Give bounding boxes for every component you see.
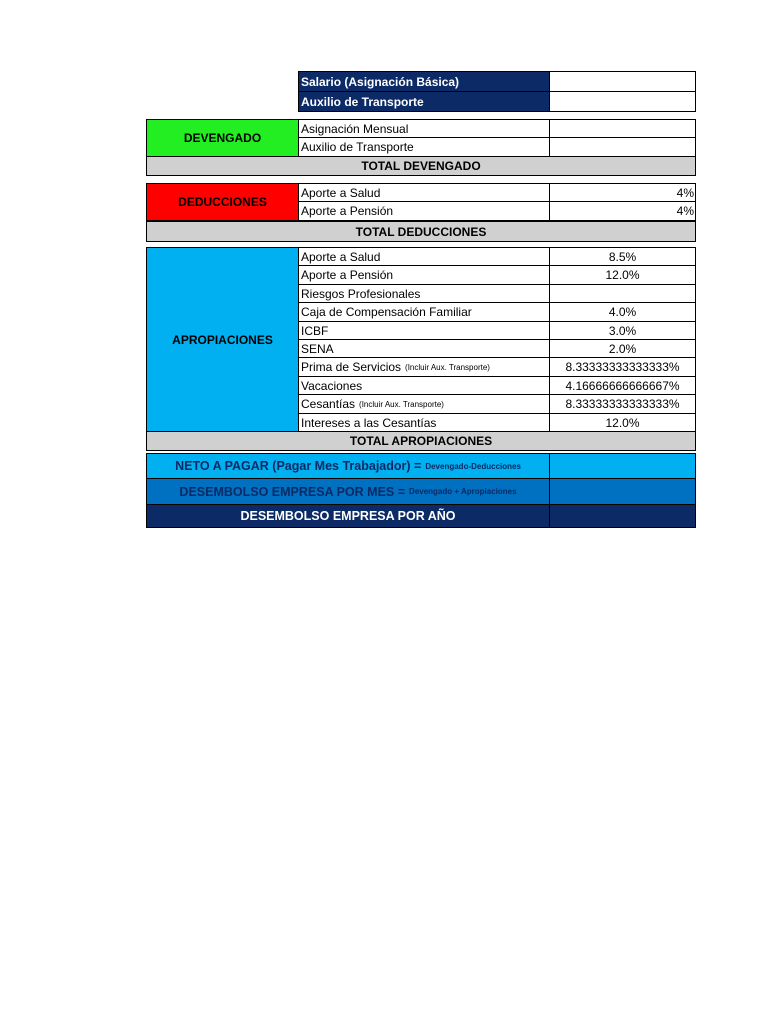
deduccion-pension-value: 4% — [676, 204, 694, 218]
asignacion-mensual-label: Asignación Mensual — [301, 121, 409, 136]
apropiacion-row-label — [298, 339, 550, 358]
deducciones-section-title — [146, 183, 299, 221]
desembolso-mes-value-cell[interactable] — [549, 478, 696, 505]
apropiaciones-title-text: APROPIACIONES — [172, 332, 273, 347]
deducciones-row-label — [298, 201, 550, 221]
apropiacion-row-label — [298, 357, 550, 377]
apropiacion-row-value[interactable] — [549, 394, 696, 414]
deducciones-row-value[interactable] — [549, 201, 696, 221]
apropiacion-row-label — [298, 284, 550, 303]
salario-label-text: Salario (Asignación Básica) — [301, 74, 460, 89]
apropiacion-label-text: ICBF — [301, 323, 329, 338]
apropiacion-row-value[interactable] — [549, 247, 696, 266]
total-deducciones-row — [146, 221, 696, 242]
desembolso-mes-note: Devengado + Apropiaciones — [409, 487, 517, 496]
deducciones-title-text: DEDUCCIONES — [178, 195, 267, 209]
deduccion-salud-label: Aporte a Salud — [301, 185, 381, 200]
apropiacion-label-text: Caja de Compensación Familiar — [301, 305, 472, 319]
neto-a-pagar-label — [146, 453, 550, 479]
deduccion-pension-label: Aporte a Pensión — [301, 204, 394, 218]
apropiacion-label-text: Cesantías — [301, 397, 356, 411]
apropiacion-label-text: SENA — [301, 341, 334, 356]
apropiaciones-section-title — [146, 247, 299, 432]
apropiacion-row-label — [298, 265, 550, 285]
auxilio-value-cell[interactable] — [549, 91, 696, 112]
apropiacion-value-text: 8.33333333333333% — [565, 360, 680, 374]
apropiacion-label-text: Aporte a Salud — [301, 249, 381, 264]
apropiacion-row-label — [298, 302, 550, 322]
apropiacion-row-value[interactable] — [549, 376, 696, 395]
apropiacion-row-label — [298, 321, 550, 340]
apropiacion-value-text: 8.5% — [608, 249, 637, 264]
apropiacion-value-text: 8.33333333333333% — [565, 397, 680, 411]
apropiacion-row-value[interactable] — [549, 413, 696, 432]
apropiacion-value-text: 4.16666666666667% — [565, 378, 680, 393]
apropiacion-row-label — [298, 394, 550, 414]
apropiacion-row-value[interactable] — [549, 265, 696, 285]
deduccion-salud-value: 4% — [676, 185, 694, 200]
total-devengado-label: TOTAL DEVENGADO — [361, 159, 481, 173]
salario-value-cell[interactable] — [549, 71, 696, 92]
total-apropiaciones-label: TOTAL APROPIACIONES — [349, 434, 493, 448]
devengado-row-value[interactable] — [549, 119, 696, 138]
apropiacion-value-text: 3.0% — [608, 323, 637, 338]
apropiacion-note-text: (Incluir Aux. Transporte) — [359, 399, 444, 409]
devengado-row-value[interactable] — [549, 137, 696, 157]
apropiacion-label-text: Aporte a Pensión — [301, 268, 394, 282]
apropiacion-row-value[interactable] — [549, 357, 696, 377]
auxilio-transporte-label: Auxilio de Transporte — [301, 140, 414, 154]
desembolso-mes-label — [146, 478, 550, 505]
neto-a-pagar-text: NETO A PAGAR (Pagar Mes Trabajador) = — [175, 459, 422, 473]
apropiacion-row-value[interactable] — [549, 284, 696, 303]
desembolso-anio-value-cell[interactable] — [549, 504, 696, 528]
apropiacion-row-value[interactable] — [549, 321, 696, 340]
apropiacion-row-value[interactable] — [549, 339, 696, 358]
total-devengado-row — [146, 156, 696, 176]
salario-label — [298, 71, 550, 92]
apropiacion-value-text: 12.0% — [605, 415, 640, 430]
apropiacion-label-text: Intereses a las Cesantías — [301, 415, 437, 430]
apropiacion-label-text: Riesgos Profesionales — [301, 286, 421, 301]
neto-a-pagar-note: Devengado-Deducciones — [425, 461, 521, 471]
desembolso-mes-text: DESEMBOLSO EMPRESA POR MES = — [179, 484, 406, 499]
apropiacion-value-text: 12.0% — [605, 268, 640, 282]
apropiacion-note-text: (Incluir Aux. Transporte) — [405, 362, 490, 372]
apropiacion-value-text: 4.0% — [608, 305, 637, 319]
auxilio-label — [298, 91, 550, 112]
devengado-title-text: DEVENGADO — [183, 131, 262, 145]
desembolso-anio-text: DESEMBOLSO EMPRESA POR AÑO — [240, 509, 456, 523]
apropiacion-row-label — [298, 376, 550, 395]
devengado-row-label — [298, 137, 550, 157]
apropiacion-row-label — [298, 247, 550, 266]
deducciones-row-label — [298, 183, 550, 202]
desembolso-anio-label — [146, 504, 550, 528]
apropiacion-label-text: Prima de Servicios — [301, 360, 402, 374]
auxilio-label-text: Auxilio de Transporte — [301, 94, 424, 109]
deducciones-row-value[interactable] — [549, 183, 696, 202]
apropiacion-row-label — [298, 413, 550, 432]
total-apropiaciones-row — [146, 431, 696, 451]
neto-a-pagar-value-cell[interactable] — [549, 453, 696, 479]
devengado-section-title — [146, 119, 299, 157]
devengado-row-label — [298, 119, 550, 138]
apropiacion-value-text: 2.0% — [608, 341, 637, 356]
apropiacion-label-text: Vacaciones — [301, 378, 363, 393]
total-deducciones-label: TOTAL DEDUCCIONES — [355, 224, 487, 239]
apropiacion-row-value[interactable] — [549, 302, 696, 322]
